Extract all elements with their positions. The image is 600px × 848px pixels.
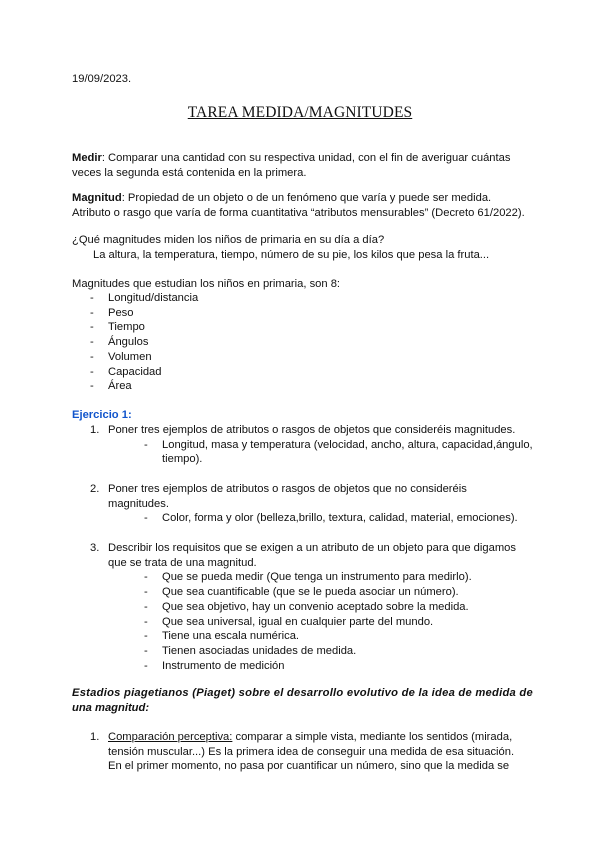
list-item: - Volumen [90, 350, 152, 363]
comparacion-perceptiva-term: Comparación perceptiva: [108, 731, 233, 743]
list-item: - Capacidad [90, 365, 162, 378]
ejercicio-item-2: 2. Poner tres ejemplos de atributos o rasgos de objetos que no consideréis magnitudes. - Color, forma y olor (belleza,brillo, textura, calidad, material, emociones). [90, 482, 540, 526]
magnitud-def-line1: : Propiedad de un objeto o de un fenómeno que varía y puede ser medida. [121, 192, 492, 204]
ejercicio-item-1: 1. Poner tres ejemplos de atributos o rasgos de objetos que consideréis magnitudes. - Longitud, masa y temperatura (velocidad, ancho, altura, capacidad,ángulo, tiempo). [90, 423, 540, 467]
list-item: - Tienen asociadas unidades de medida. [144, 644, 357, 657]
list-item: - Longitud/distancia [90, 292, 199, 304]
list-item: - Peso [90, 306, 134, 319]
document-date: 19/09/2023. [72, 73, 132, 85]
question-text: ¿Qué magnitudes miden los niños de primaria en su día a día? [72, 234, 385, 246]
list-item: - Color, forma y olor (belleza,brillo, textura, calidad, material, emociones). [144, 512, 518, 525]
list-item: - Tiene una escala numérica. [144, 630, 300, 643]
ejercicio-1-title: Ejercicio 1: [72, 409, 132, 421]
question-block [72, 233, 532, 262]
estadios-title: Estadios piagetianos (Piaget) sobre el desarrollo evolutivo de la idea de medida de una magnitud: [72, 687, 533, 714]
list-item: - Que sea universal, igual en cualquier parte del mundo. [144, 615, 434, 628]
list-item: - Que sea cuantificable (que se le pueda asociar un número). [144, 586, 459, 599]
question-answer: La altura, la temperatura, tiempo, número de su pie, los kilos que pesa la fruta... [93, 248, 490, 261]
medir-term: Medir [72, 152, 102, 164]
magnitudes-intro: Magnitudes que estudian los niños en primaria, son 8: [72, 278, 341, 290]
list-item: - Área [90, 380, 132, 393]
list-item: - Ángulos [90, 336, 149, 349]
ejercicio-item-3: 3. Describir los requisitos que se exigen a un atributo de un objeto para que digamos que se trata de una magnitud. - Que se pueda medir (Que tenga un instrumento para medirlo). - Que sea cuantificable (que se le pueda asociar un número). - Que sea objetivo, hay un convenio aceptado sobre la medida. - Que sea universal, igual en cualquier parte del mundo. - Tiene una escala numérica. - Tienen asociadas unidades de medida. - Instrumento de medición [90, 541, 540, 673]
medir-definition [72, 151, 532, 180]
medir-def-line2: veces la segunda está contenida en la primera. [72, 166, 307, 179]
document-title: TAREA MEDIDA/MAGNITUDES [187, 104, 413, 121]
list-item: - Tiempo [90, 321, 145, 334]
magnitud-def-line2: Atributo o rasgo que varía de forma cuantitativa “atributos mensurables” (Decreto 61/2022). [72, 206, 525, 219]
list-item: - Que sea objetivo, hay un convenio aceptado sobre la medida. [144, 600, 469, 613]
list-item: - Instrumento de medición [144, 659, 285, 672]
magnitudes-list [90, 291, 198, 394]
magnitud-definition [72, 191, 532, 220]
medir-def-line1: : Comparar una cantidad con su respectiva unidad, con el fin de averiguar cuántas [101, 152, 511, 164]
list-item: - Que se pueda medir (Que tenga un instrumento para medirlo). [144, 571, 472, 584]
list-item: - Longitud, masa y temperatura (velocidad, ancho, altura, capacidad,ángulo, tiempo). [144, 438, 533, 466]
estadios-item-1: 1. Comparación perceptiva: comparar a simple vista, mediante los sentidos (mirada, tensión muscular...) Es la primera idea de conseguir una medida de esa situación. En el primer momento, no pasa por cuantificar un número, sino que la medida se [90, 731, 515, 773]
magnitud-term: Magnitud [72, 192, 122, 204]
